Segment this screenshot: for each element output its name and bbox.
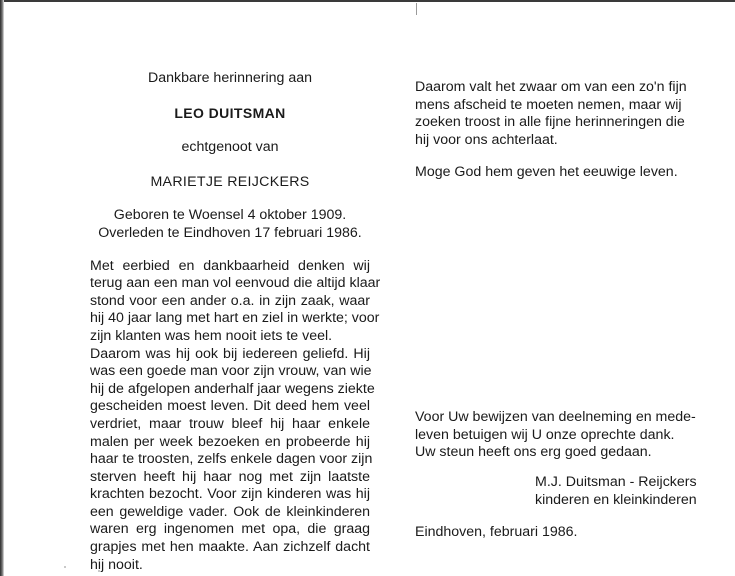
farewell-line: hij voor ons achterlaat. [415,131,558,148]
memorial-header: Dankbare herinnering aan [147,70,313,86]
farewell-line: zoeken troost in alle fijne herinneringen die [415,114,685,131]
bio-line: gescheiden moest leven. Dit deed hem veel [90,398,370,415]
blessing: Moge God hem geven het eeuwige leven. [415,164,678,181]
thanks-line: Uw steun heeft ons erg goed gedaan. [415,444,652,461]
bio-line: hij de afgelopen anderhalf jaar wegens ziekte [90,380,375,397]
spouse-label: echtgenoot van [181,139,279,156]
signature [535,474,697,509]
death-line: Overleden te Eindhoven 17 februari 1986. [98,224,362,241]
bio-line: haar te troosten, zelfs enkele dagen voor zijn [90,451,373,468]
bio-line: sterven heeft hij haar nog met zijn laatste [90,468,370,485]
bio-line: hij 40 jaar lang met hart en ziel in werkte; voor [90,310,380,327]
bio-line: een geweldige vader. Ook de kleinkinderen [90,503,370,520]
bio-line: verdriet, maar trouw bleef hij haar enkele [90,415,370,432]
deceased-name: LEO DUITSMAN [174,104,286,121]
thanks-line: leven betuigen wij U onze oprechte dank. [415,426,675,443]
biography [90,257,381,575]
bio-line: was een goede man voor zijn vrouw, van wie [90,363,372,380]
bio-line: waren erg ingenomen met opa, die graag [90,521,370,538]
bio-line: terug aan een man vol eenvoud die altijd klaar [90,275,381,292]
farewell-line: mens afscheid te moeten nemen, maar wij [415,96,682,113]
thanks-paragraph [415,409,715,462]
bio-line: krachten bezocht. Voor zijn kinderen was hij [90,486,370,503]
bio-line: malen per week bezoeken en probeerde hij [90,433,370,450]
scan-top-edge [0,0,735,2]
farewell-paragraph [415,79,715,149]
signature-line: M.J. Duitsman - Reijckers [535,474,697,490]
bio-line: hij nooit. [90,556,143,573]
bio-line: Daarom was hij ook bij iedereen geliefd. Hij [90,345,370,362]
bio-line: zijn klanten was hem nooit iets te veel. [90,327,333,344]
left-page [90,70,381,574]
place-date: Eindhoven, februari 1986. [415,524,578,540]
bio-line: grapjes met hen maakte. Aan zichzelf dacht [90,539,370,556]
fold-mark [416,3,417,15]
bio-line: Met eerbied en dankbaarheid denken wij [90,257,370,274]
birth-line: Geboren te Woensel 4 oktober 1909. [113,207,347,224]
life-dates [90,207,370,242]
farewell-line: Daarom valt het zwaar om van een zo'n fijn [415,79,687,95]
signature-line: kinderen en kleinkinderen [535,491,697,508]
thanks-line: Voor Uw bewijzen van deelneming en mede- [415,409,696,425]
scan-left-edge [0,0,4,576]
right-page [415,79,715,182]
spouse-name: MARIETJE REIJCKERS [150,173,310,190]
bio-line: stond voor een ander o.a. in zijn zaak, waar [90,292,370,309]
scan-speck [64,566,66,568]
